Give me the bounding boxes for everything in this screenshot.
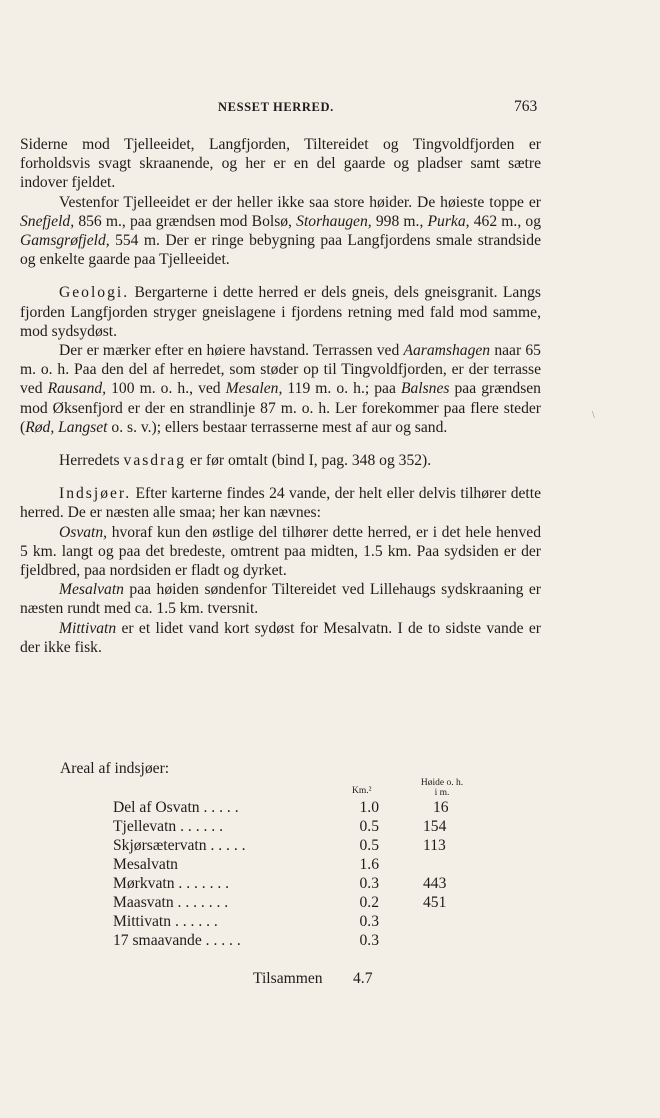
margin-mark: \: [592, 410, 595, 421]
section-heading: Geologi.: [59, 284, 130, 302]
header-title: NESSET HERRED.: [218, 100, 334, 114]
page-number: 763: [514, 98, 538, 115]
table-row: Tjellevatn . . . . . . 0.5 154: [113, 818, 447, 835]
column-header-height: Høide o. h. i m.: [420, 778, 464, 798]
table-row: Maasvatn . . . . . . . 0.2 451: [113, 894, 447, 911]
section-heading: vasdrag: [123, 452, 187, 470]
paragraph: Siderne mod Tjelleeidet, Langfjorden, Tiltereidet og Tingvoldfjorden er forholdsvis svagt skraanende, og her er en del gaarde og pladser samt sætre indover fjeldet.: [20, 136, 541, 192]
paragraph-indsjoer: Indsjøer. Efter karterne findes 24 vande, der helt eller delvis tilhører dette herred. De er næsten alle smaa; her kan nævnes:: [20, 485, 541, 522]
paragraph: Vestenfor Tjelleeidet er der heller ikke saa store høider. De høieste toppe er Snefjeld, 856 m., paa grændsen mod Bolsø, Storhaugen, 998 m., Purka, 462 m., og Gamsgrøfjeld, 554 m. Der er ringe bebygning paa Langfjordens smale strandside og enkelte gaarde paa Tjelleeidet.: [20, 193, 541, 269]
table-row: 17 smaavande . . . . . 0.3: [113, 932, 379, 949]
paragraph: Der er mærker efter en høiere havstand. Terrassen ved Aaramshagen naar 65 m. o. h. Paa den del af herredet, som støder op til Tingvoldfjorden, er der terrasse ved Rausand, 100 m. o. h., ved Mesalen, 119 m. o. h.; paa Balsnes paa grændsen mod Øksenfjord er der en strandlinje 87 m. o. h. Ler forekommer paa flere steder (Rød, Langset o. s. v.); ellers bestaar terrasserne mest af aur og sand.: [20, 342, 541, 436]
total-value: 4.7: [353, 970, 373, 987]
total-label: Tilsammen: [253, 970, 323, 987]
body-text: [20, 135, 541, 657]
paragraph: Mesalvatn paa høiden søndenfor Tiltereidet ved Lillehaugs sydskraaning er næsten rundt med ca. 1.5 km. tversnit.: [20, 581, 541, 618]
paragraph-vasdrag: Herredets vasdrag er før omtalt (bind I, pag. 348 og 352).: [59, 452, 432, 470]
paragraph: Mittivatn er et lidet vand kort sydøst for Mesalvatn. I de to sidste vande er der ikke fisk.: [20, 619, 541, 656]
paragraph-geologi: Geologi. Bergarterne i dette herred er dels gneis, dels gneisgranit. Langs fjorden Langfjorden stryger gneislagene i fjordens retning med fald mod samme, mod sydsydøst.: [20, 284, 541, 340]
section-heading: Indsjøer.: [59, 485, 132, 503]
table-intro: Areal af indsjøer:: [60, 760, 170, 777]
paragraph: Osvatn, hvoraf kun den østlige del tilhører dette herred, er i det hele henved 5 km. langt og paa det bredeste, omtrent paa midten, 1.5 km. Paa sydsiden er der fjeldbred, paa nordsiden er fladt og dyrket.: [20, 523, 541, 580]
table-row: Mørkvatn . . . . . . . 0.3 443: [113, 875, 447, 892]
table-row: Del af Osvatn . . . . . 1.0 16: [113, 799, 449, 816]
column-header-km: Km.²: [352, 786, 372, 796]
table-row: Mesalvatn 1.6: [113, 856, 379, 873]
table-row: Mittivatn . . . . . . 0.3: [113, 913, 379, 930]
running-header: [0, 100, 660, 120]
table-row: Skjørsætervatn . . . . . 0.5 113: [113, 837, 446, 854]
